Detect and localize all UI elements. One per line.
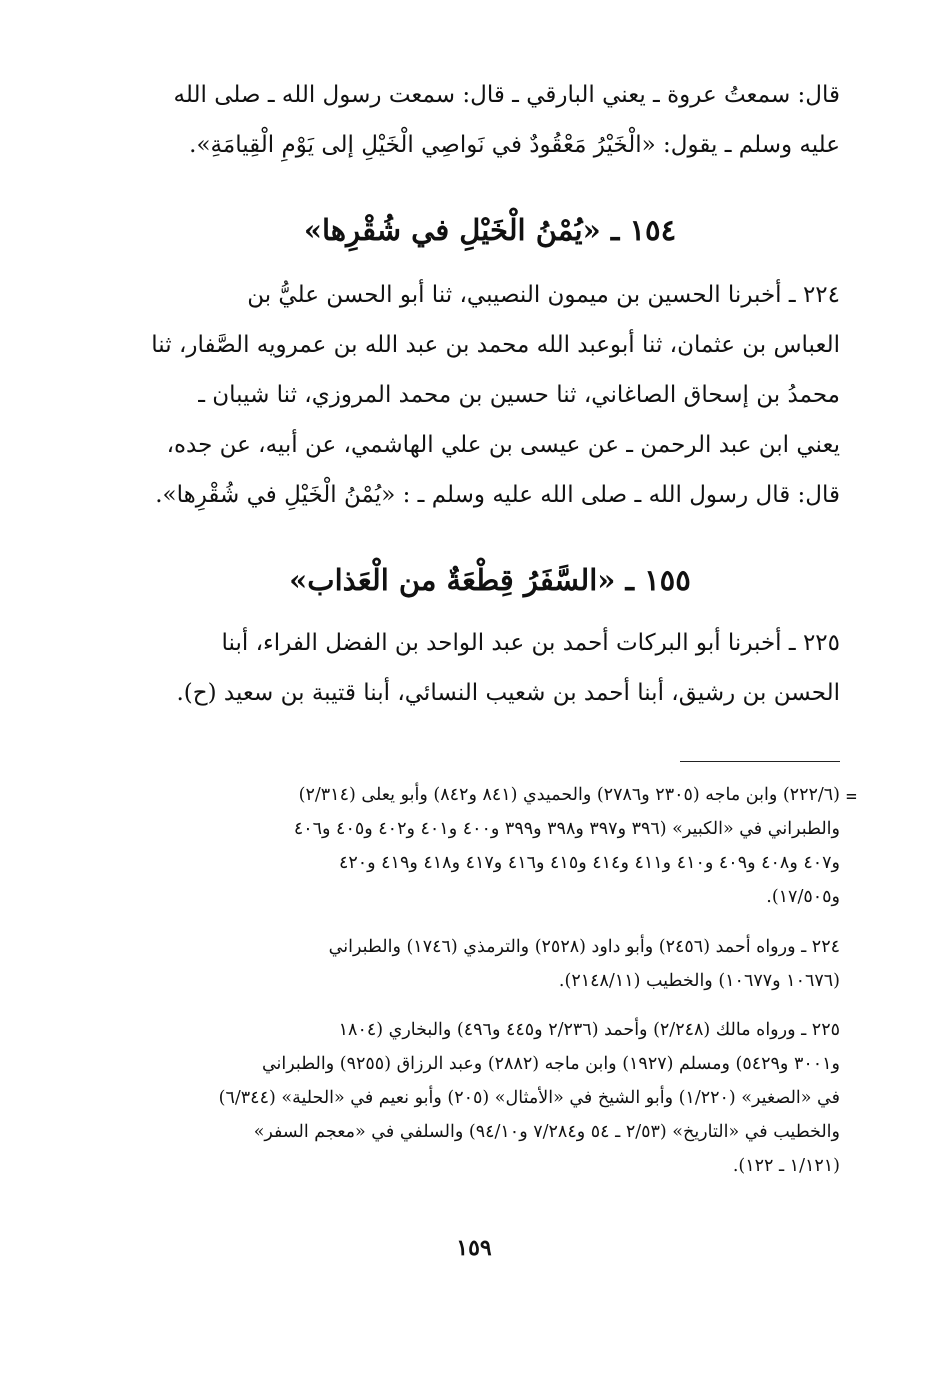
footnote-line: (١/١٢١ ـ ١٢٢). — [732, 1156, 840, 1176]
footnote-224 — [140, 930, 840, 998]
footnote-line: ٢٢٥ ـ ورواه مالك (٢/٢٤٨) وأحمد (٢/٢٣٦ و٤٤٥ و٤٩٦) والبخاري (١٨٠٤ — [338, 1020, 840, 1040]
hadith-line: الحسن بن رشيق، أبنا أحمد بن شعيب النسائي، أبنا قتيبة بن سعيد (ح). — [176, 680, 840, 706]
hadith-line: ٢٢٥ ـ أخبرنا أبو البركات أحمد بن عبد الواحد بن الفضل الفراء، أبنا — [221, 630, 840, 656]
footnote-line: و٤٠٧ و٤٠٨ و٤٠٩ و٤١٠ و٤١١ و٤١٤ و٤١٥ و٤١٦ و٤١٧ و٤١٨ و٤١٩ و٤٢٠ — [338, 853, 840, 873]
hadith-paragraph-224 — [140, 270, 840, 520]
hadith-line: يعني ابن عبد الرحمن ـ عن عيسى بن علي الهاشمي، عن أبيه، عن جده، — [166, 432, 840, 458]
section-heading-155: ١٥٥ ـ «السَّفَرُ قِطْعَةٌ من الْعَذاب» — [289, 563, 691, 597]
footnote-line: في «الصغير» (١/٢٢٠) وأبو الشيخ في «الأمثال» (٢٠٥) وأبو نعيم في «الحلية» (٦/٣٤٤) — [218, 1088, 840, 1108]
intro-paragraph — [140, 70, 840, 170]
hadith-line: قال: قال رسول الله ـ صلى الله عليه وسلم ـ : «يُمْنُ الْخَيْلِ في شُقْرِها». — [155, 482, 840, 508]
footnote-line: والخطيب في «التاريخ» (٢/٥٣ ـ ٥٤ و٧/٢٨٤ و٩٤/١٠) والسلفي في «معجم السفر» — [253, 1122, 840, 1142]
section-heading-154: ١٥٤ ـ «يُمْنُ الْخَيْلِ في شُقْرِها» — [303, 213, 677, 247]
hadith-paragraph-225 — [140, 618, 840, 718]
footnote-separator — [680, 761, 840, 762]
footnote-line: و١٧/٥٠٥). — [766, 887, 840, 907]
hadith-line: ٢٢٤ ـ أخبرنا الحسين بن ميمون النصيبي، ثنا أبو الحسن عليُّ بن — [247, 282, 840, 308]
page-number: ١٥٩ — [456, 1235, 492, 1261]
footnote-line: والطبراني في «الكبير» (٣٩٦ و٣٩٧ و٣٩٨ و٣٩٩ و٤٠٠ و٤٠١ و٤٠٢ و٤٠٥ و٤٠٦ — [293, 819, 840, 839]
footnote-continuation-mark: = — [846, 786, 857, 807]
footnote-line: (٢٢٢/٦) وابن ماجه (٢٣٠٥ و٢٧٨٦) والحميدي (٨٤١ و٨٤٢) وأبو يعلى (٢/٣١٤) — [298, 785, 840, 805]
footnote-line: (١٠٦٧٦ و١٠٦٧٧) والخطيب (٢١٤٨/١١). — [558, 971, 840, 991]
intro-line: عليه وسلم ـ يقول: «الْخَيْرُ مَعْقُودٌ في نَواصِي الْخَيْلِ إلى يَوْمِ الْقِيامَةِ». — [189, 132, 840, 158]
footnote-222 — [140, 778, 840, 914]
intro-line: قال: سمعتُ عروة ـ يعني البارقي ـ قال: سمعت رسول الله ـ صلى الله — [173, 82, 840, 108]
footnote-line: ٢٢٤ ـ ورواه أحمد (٢٤٥٦) وأبو داود (٢٥٢٨) والترمذي (١٧٤٦) والطبراني — [328, 937, 840, 957]
hadith-line: العباس بن عثمان، ثنا أبوعبد الله محمد بن عبد الله بن عمرويه الصَّفار، ثنا — [151, 332, 840, 358]
hadith-line: محمدُ بن إسحاق الصاغاني، ثنا حسين بن محمد المروزي، ثنا شيبان ـ — [198, 382, 840, 408]
footnote-225 — [140, 1013, 840, 1183]
footnote-line: و٣٠٠١ و٥٤٢٩) ومسلم (١٩٢٧) وابن ماجه (٢٨٨٢) وعبد الرزاق (٩٢٥٥) والطبراني — [261, 1054, 840, 1074]
